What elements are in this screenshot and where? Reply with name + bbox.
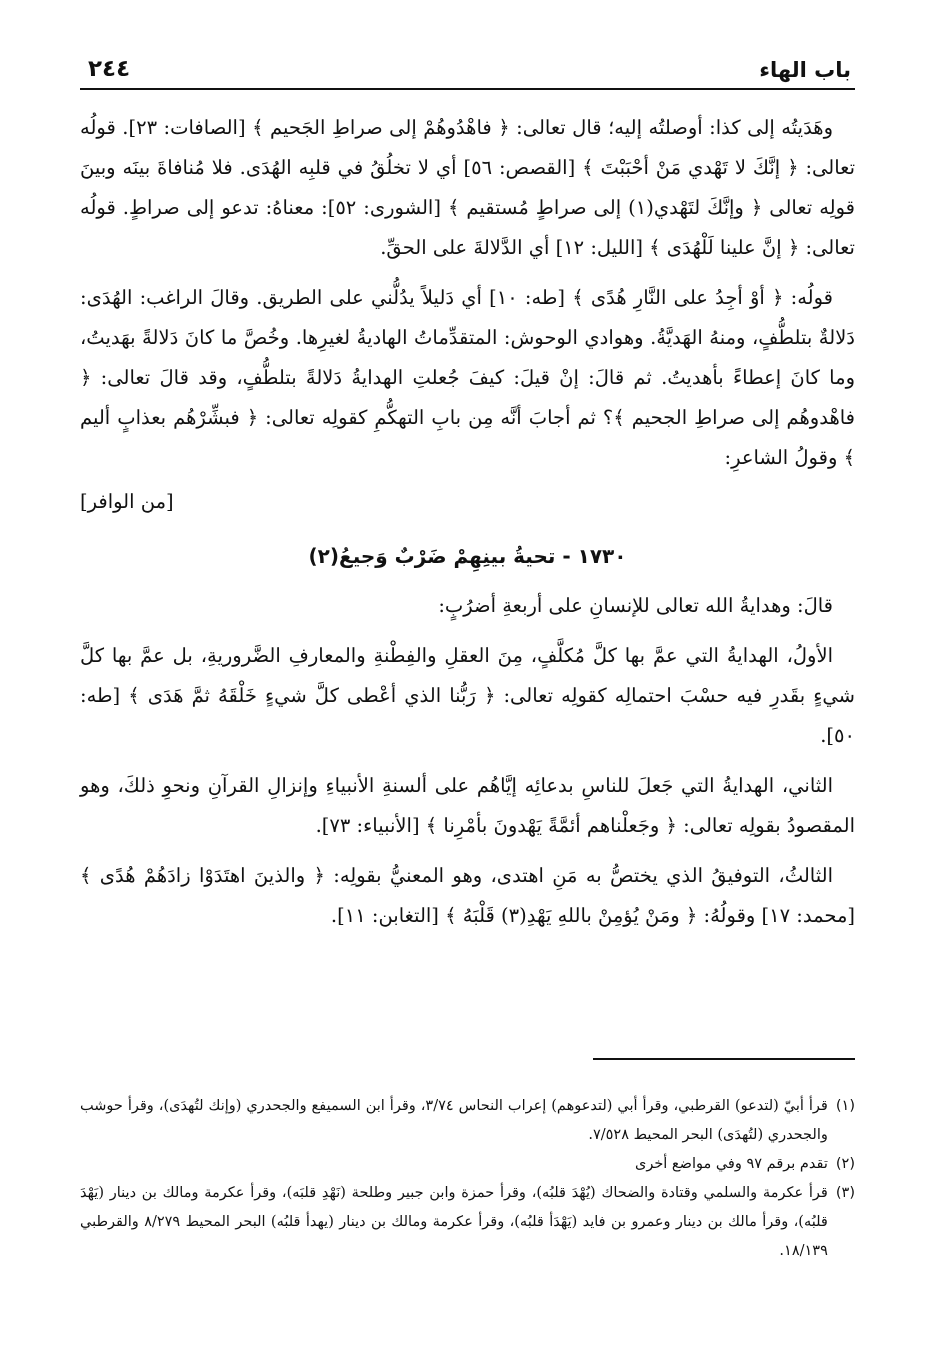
- footnote-number: (١): [835, 1098, 855, 1114]
- paragraph-5: الثاني، الهدايةُ التي جَعلَ للناسِ بدعائِه إيَّاهُم على ألسنةِ الأنبياءِ وإنزالِ القرآنِ ونحوِ ذلكَ، وهو المقصودُ بقولِه تعالى: ﴿ وجَعلْناهم أئمَّةً يَهْدونَ بأمْرِنا ﴾ [الأنبياء: ٧٣].: [80, 774, 855, 837]
- footnote-text: قرأ أبيّ (لتدعو) القرطبي، وقرأ أبي (لتدعوهم) إعراب النحاس ٣/٧٤، وقرأ ابن السميفع والجحدري (وإنك لتُهدَى)، وقرأ حوشب والجحدري (لتُهدَى) البحر المحيط ٧/٥٢٨.: [80, 1098, 828, 1143]
- footnote-1: [80, 1092, 855, 1150]
- entry-heading: ١٧٣٠ - تحيةُ بينِهِمْ ضَرْبٌ وَجيعُ(٢): [308, 544, 627, 568]
- chapter-title: باب الهاء: [759, 58, 851, 82]
- paragraph-6: الثالثُ، التوفيقُ الذي يختصُّ به مَنِ اهتدى، وهو المعنيُّ بقولِه: ﴿ والذينَ اهتَدَوْا زادَهُمْ هُدًى ﴾ [محمد: ١٧] وقولُهُ: ﴿ ومَنْ يُؤمِنْ باللهِ يَهْدِ(٣) قَلْبَهُ ﴾ [التغابن: ١١].: [80, 864, 855, 927]
- footnote-number: (٢): [835, 1156, 855, 1172]
- footnote-3: [80, 1179, 855, 1266]
- footnote-text: قرأ عكرمة والسلمي وقتادة والضحاك (يُهْدَ قلبُه)، وقرأ حمزة وابن جبير وطلحة (نَهْدِ قلبَه)، وقرأ عكرمة ومالك بن دينار (يَهْدَ قلبُه)، وقرأ مالك بن دينار وعمرو بن فايد (يَهْدَأ قلبُه)، وقرأ عكرمة ومالك بن دينار (يهدأ قلبُه) البحر المحيط ٨/٢٧٩ والقرطبي ١٨/١٣٩.: [80, 1185, 828, 1259]
- running-head: [88, 42, 851, 82]
- meter-label: [من الوافر]: [80, 490, 174, 513]
- paragraph-3: قالَ: وهدايةُ الله تعالى للإنسانِ على أربعةِ أضرُبٍ:: [438, 594, 833, 617]
- paragraph-1: وهَدَيتُه إلى كذا: أوصلتُه إليه؛ قال تعالى: ﴿ فاهْدُوهُمْ إلى صراطِ الجَحيم ﴾ [الصافات: ٢٣]. قولُه تعالى: ﴿ إنَّكَ لا تَهْدي مَنْ أحْبَبْتَ ﴾ [القصص: ٥٦] أي لا تخلُقُ في قلبِه الهُدَى. فلا مُنافاةَ بينَه وبينَ قولِه تعالى ﴿ وإنَّكَ لتَهْدي(١) إلى صراطٍ مُستقيم ﴾ [الشورى: ٥٢]: معناهُ: تدعو إلى صراطٍ. قولُه تعالى: ﴿ إنَّ علينا لَلْهُدَى ﴾ [الليل: ١٢] أي الدَّلالةَ على الحقِّ.: [80, 116, 856, 259]
- footnote-number: (٣): [835, 1185, 855, 1201]
- footnote-2: [80, 1150, 855, 1179]
- footnotes: [80, 1092, 855, 1266]
- main-text: [80, 108, 855, 946]
- paragraph-2: قولُه: ﴿ أوْ أجِدُ على النَّارِ هُدًى ﴾ [طه: ١٠] أي دَليلاً يدُلُّني على الطريق. وقالَ الراغب: الهُدَى: دَلالةٌ بتلطُّفٍ، ومنهُ الهَديَّةُ. وهوادي الوحوش: المتقدِّماتُ الهاديةُ لغيرِها. وخُصَّ ما كانَ دَلالةً بهَديتُ، وما كانَ إعطاءً بأهديتُ. ثم قالَ: إنْ قيلَ: كيفَ جُعلتِ الهدايةُ دَلالةً بتلطُّفٍ، وقد قالَ تعالى: ﴿ فاهْدوهُم إلى صراطِ الجحيم ﴾؟ ثم أجابَ أنَّه مِن بابِ التهكُّمِ كقولِه تعالى: ﴿ فبشِّرْهُم بعذابٍ أليم ﴾ وقولُ الشاعرِ:: [80, 286, 855, 469]
- paragraph-4: الأولُ، الهدايةُ التي عمَّ بها كلَّ مُكلَّفٍ، مِنَ العقلِ والفِطْنةِ والمعارفِ الضَّروريةِ، بل عمَّ بها كلَّ شيءٍ بقَدرِ فيه حسْبَ احتمالِه كقولِه تعالى: ﴿ رَبُّنا الذي أعْطى كلَّ شيءٍ خَلْقَهُ ثمَّ هَدَى ﴾ [طه: ٥٠].: [80, 644, 855, 747]
- footnote-text: تقدم برقم ٩٧ وفي مواضع أخرى: [634, 1156, 828, 1172]
- footnote-rule: [593, 1058, 855, 1060]
- header-rule: [80, 88, 855, 90]
- page-number: ٢٤٤: [88, 56, 131, 82]
